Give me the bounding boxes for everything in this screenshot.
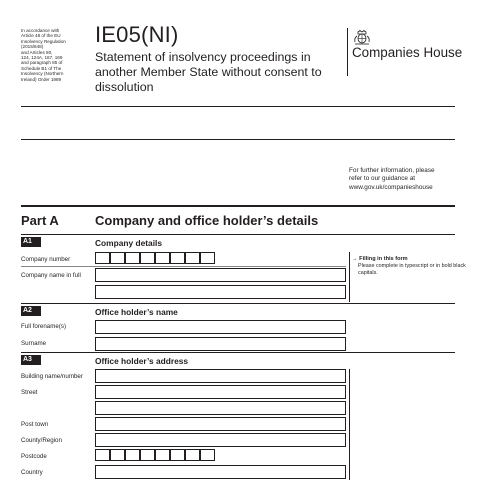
header-divider bbox=[21, 106, 455, 107]
row-divider bbox=[21, 266, 346, 267]
section-badge-a1: A1 bbox=[21, 237, 41, 247]
section-title-a3: Office holder’s address bbox=[95, 356, 189, 366]
brand-divider bbox=[347, 28, 348, 76]
company-number-cell[interactable] bbox=[155, 252, 170, 264]
part-divider bbox=[21, 205, 455, 207]
section-divider-a3 bbox=[21, 352, 455, 353]
surname-label: Surname bbox=[21, 340, 47, 347]
building-label: Building name/number bbox=[21, 373, 83, 380]
post-town-label: Post town bbox=[21, 421, 49, 428]
postcode-cell[interactable] bbox=[155, 449, 170, 461]
royal-crest-icon bbox=[352, 30, 372, 46]
country-label: Country bbox=[21, 469, 43, 476]
forenames-input[interactable] bbox=[95, 320, 346, 334]
postcode-cell[interactable] bbox=[170, 449, 185, 461]
surname-input[interactable] bbox=[95, 337, 346, 351]
postcode-cell[interactable] bbox=[200, 449, 215, 461]
postcode-cell[interactable] bbox=[185, 449, 200, 461]
guidance-body: Please complete in typescript or in bold black capitals. bbox=[358, 263, 466, 276]
company-name-input[interactable] bbox=[95, 268, 346, 282]
post-town-input[interactable] bbox=[95, 417, 346, 431]
street-label: Street bbox=[21, 389, 38, 396]
section-title-a1: Company details bbox=[95, 238, 163, 248]
section-title-a2: Office holder’s name bbox=[95, 307, 178, 317]
section-badge-a2: A2 bbox=[21, 306, 41, 316]
company-number-label: Company number bbox=[21, 256, 71, 263]
section-divider-a1 bbox=[21, 234, 455, 235]
part-title: Company and office holder’s details bbox=[95, 213, 319, 228]
company-number-cell[interactable] bbox=[110, 252, 125, 264]
company-number-cell[interactable] bbox=[95, 252, 110, 264]
legal-reference-text: In accordance with Article 48 of the EU Insolvency Regulation (2015/848) and Articles 80, 124, 124A, 167, 169 and paragraph 85 of Schedule B1 of The Insolvency (Northern Ireland) Order 1989 bbox=[21, 28, 66, 82]
section-divider-a2 bbox=[21, 303, 455, 304]
company-number-cell[interactable] bbox=[185, 252, 200, 264]
company-name-input-line-2[interactable] bbox=[95, 285, 346, 299]
company-number-cell[interactable] bbox=[140, 252, 155, 264]
guidance-rule bbox=[349, 252, 350, 302]
further-info-text: For further information, please refer to our guidance at www.gov.uk/companieshouse bbox=[349, 167, 435, 191]
building-input[interactable] bbox=[95, 369, 346, 383]
guidance-title-text: Filling in this form bbox=[359, 256, 408, 262]
street-input[interactable] bbox=[95, 385, 346, 399]
guidance-title bbox=[352, 256, 408, 262]
address-notes-rule bbox=[349, 369, 350, 480]
company-number-cell[interactable] bbox=[125, 252, 140, 264]
brand-name: Companies House bbox=[352, 45, 463, 60]
country-input[interactable] bbox=[95, 465, 346, 479]
header-divider-2 bbox=[21, 139, 455, 140]
form-title: Statement of insolvency proceedings in another Member State without consent to dissolution bbox=[95, 50, 322, 94]
postcode-cell[interactable] bbox=[140, 449, 155, 461]
forenames-label: Full forename(s) bbox=[21, 323, 67, 330]
company-number-cell[interactable] bbox=[170, 252, 185, 264]
company-number-cell[interactable] bbox=[200, 252, 215, 264]
form-code: IE05(NI) bbox=[95, 22, 179, 47]
postcode-cell[interactable] bbox=[125, 449, 140, 461]
arrow-right-icon: → bbox=[352, 256, 358, 262]
county-label: County/Region bbox=[21, 437, 62, 444]
part-label: Part A bbox=[21, 213, 59, 228]
postcode-cell[interactable] bbox=[110, 449, 125, 461]
postcode-cell[interactable] bbox=[95, 449, 110, 461]
county-input[interactable] bbox=[95, 433, 346, 447]
section-badge-a3: A3 bbox=[21, 355, 41, 365]
postcode-label: Postcode bbox=[21, 453, 47, 460]
street-input-line-2[interactable] bbox=[95, 401, 346, 415]
company-name-label: Company name in full bbox=[21, 272, 81, 279]
